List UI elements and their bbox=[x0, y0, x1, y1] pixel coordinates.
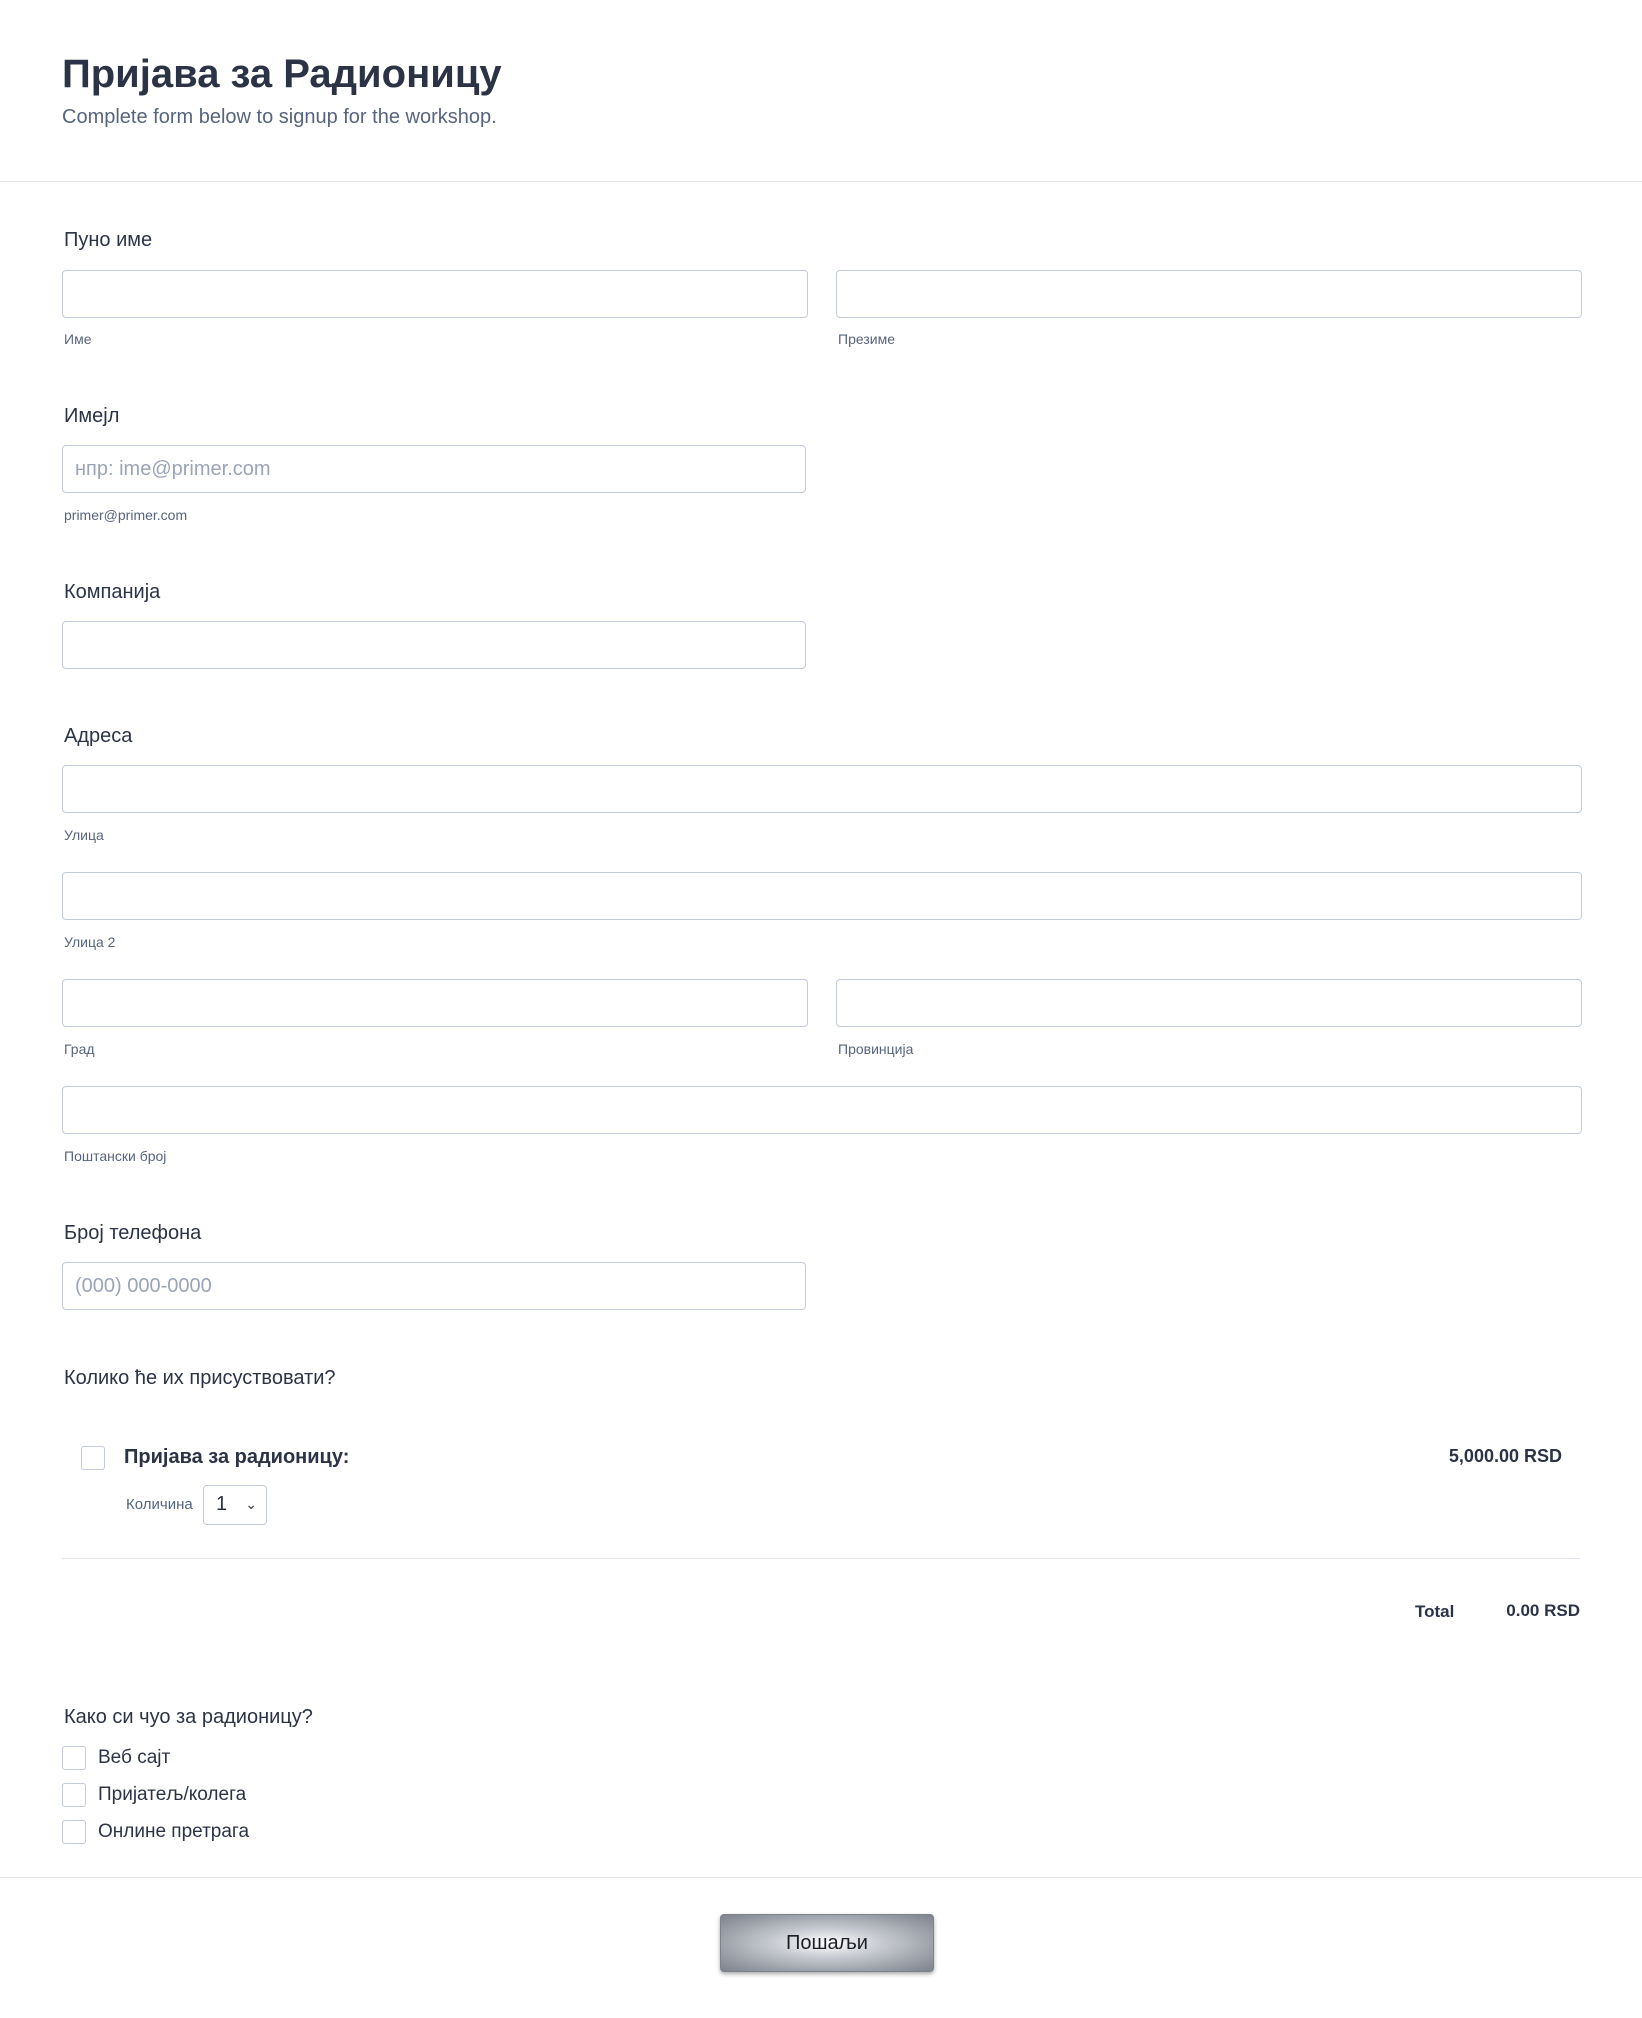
email-sublabel: primer@primer.com bbox=[64, 507, 188, 523]
phone-input[interactable] bbox=[62, 1262, 806, 1310]
option-label: Пријатељ/колега bbox=[98, 1784, 247, 1805]
city-sublabel: Град bbox=[64, 1041, 95, 1057]
chevron-down-icon: ⌄ bbox=[245, 1496, 257, 1512]
quantity-select[interactable] bbox=[203, 1485, 267, 1525]
street2-input[interactable] bbox=[62, 872, 1582, 920]
total-label: Total bbox=[1415, 1602, 1455, 1621]
quantity-label: Количина bbox=[126, 1496, 193, 1513]
province-sublabel: Провинција bbox=[838, 1041, 914, 1057]
quantity-value: 1 bbox=[216, 1493, 228, 1515]
submit-button[interactable]: Пошаљи bbox=[720, 1914, 934, 1972]
email-label: Имејл bbox=[64, 405, 120, 427]
checkbox[interactable] bbox=[62, 1746, 86, 1770]
last-name-input[interactable] bbox=[836, 270, 1582, 318]
form-header bbox=[0, 0, 1642, 182]
divider bbox=[62, 1558, 1580, 1559]
street-sublabel: Улица bbox=[64, 827, 104, 843]
city-input[interactable] bbox=[62, 979, 808, 1027]
postal-code-input[interactable] bbox=[62, 1086, 1582, 1134]
postal-code-sublabel: Поштански број bbox=[64, 1148, 167, 1164]
page-subtitle: Complete form below to signup for the workshop. bbox=[62, 106, 497, 128]
product-price: 5,000.00 RSD bbox=[1448, 1446, 1562, 1466]
street2-sublabel: Улица 2 bbox=[64, 934, 116, 950]
option-label: Онлине претрага bbox=[98, 1821, 250, 1842]
page-title: Пријава за Радионицу bbox=[62, 52, 502, 96]
company-input[interactable] bbox=[62, 621, 806, 669]
checkbox[interactable] bbox=[62, 1783, 86, 1807]
email-input[interactable] bbox=[62, 445, 806, 493]
first-name-sublabel: Име bbox=[64, 331, 92, 347]
product-checkbox[interactable] bbox=[81, 1446, 105, 1470]
phone-label: Број телефона bbox=[64, 1222, 202, 1244]
total-value: 0.00 RSD bbox=[1506, 1601, 1580, 1620]
province-input[interactable] bbox=[836, 979, 1582, 1027]
company-label: Компанија bbox=[64, 581, 161, 603]
last-name-sublabel: Презиме bbox=[838, 331, 895, 347]
full-name-label: Пуно име bbox=[64, 229, 153, 251]
address-label: Адреса bbox=[64, 725, 133, 747]
product-name: Пријава за радионицу: bbox=[124, 1446, 350, 1468]
checkbox[interactable] bbox=[62, 1820, 86, 1844]
option-label: Веб сајт bbox=[98, 1747, 171, 1768]
attendance-label: Колико ће их присуствовати? bbox=[64, 1367, 336, 1389]
street-input[interactable] bbox=[62, 765, 1582, 813]
first-name-input[interactable] bbox=[62, 270, 808, 318]
referral-label: Како си чуо за радионицу? bbox=[64, 1706, 313, 1728]
